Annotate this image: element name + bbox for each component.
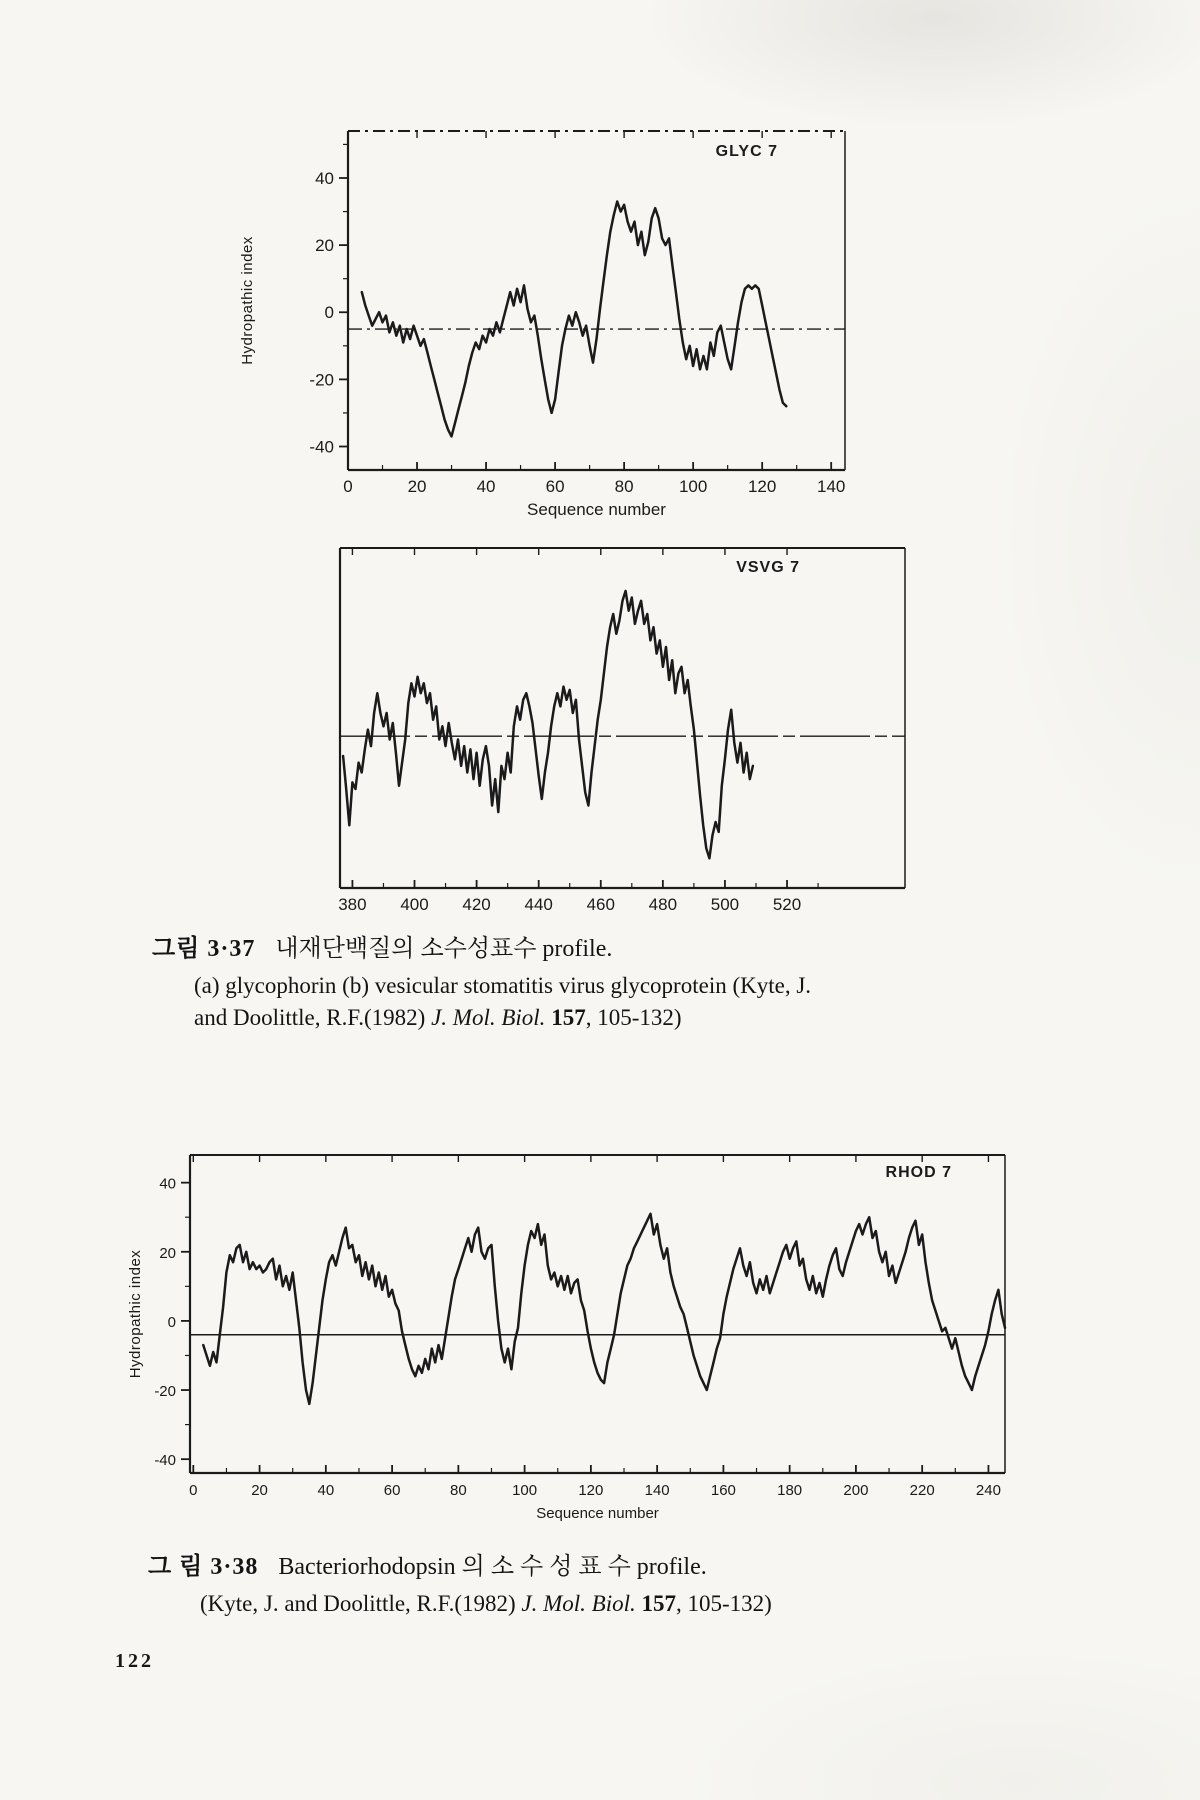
- figure-3-38-reference: (Kyte, J. and Doolittle, R.F.(1982): [200, 1591, 522, 1616]
- figure-3-37-journal: J. Mol. Biol.: [431, 1005, 546, 1030]
- svg-text:480: 480: [648, 895, 678, 914]
- figure-3-37-caption-line3: [152, 1002, 972, 1034]
- bacteriorhodopsin-hydropathy-chart: [100, 1130, 1070, 1530]
- svg-text:440: 440: [524, 895, 553, 914]
- svg-text:0: 0: [167, 1313, 176, 1331]
- figure-3-38-caption: [148, 1546, 968, 1620]
- figure-3-38-caption-line2: [148, 1588, 968, 1620]
- svg-text:-40: -40: [309, 437, 334, 457]
- svg-text:0: 0: [324, 303, 334, 323]
- svg-text:160: 160: [710, 1482, 736, 1499]
- figure-3-37-volume: 157: [545, 1005, 586, 1030]
- svg-text:380: 380: [338, 895, 367, 914]
- svg-text:400: 400: [400, 895, 429, 914]
- svg-text:-20: -20: [154, 1383, 176, 1401]
- svg-text:Sequence number: Sequence number: [527, 500, 666, 519]
- svg-text:GLYC 7: GLYC 7: [715, 143, 778, 160]
- svg-text:Sequence number: Sequence number: [536, 1505, 659, 1522]
- figure-3-38-pages: , 105-132): [676, 1591, 772, 1616]
- svg-text:40: 40: [317, 1482, 335, 1499]
- svg-text:40: 40: [476, 477, 496, 496]
- svg-text:Hydropathic index: Hydropathic index: [127, 1249, 144, 1379]
- svg-text:240: 240: [975, 1482, 1001, 1499]
- figure-3-37-label: 그림 3·37: [152, 936, 256, 962]
- svg-text:-40: -40: [154, 1452, 176, 1470]
- svg-text:420: 420: [462, 895, 491, 914]
- figure-3-37-caption-line2: [152, 970, 972, 1002]
- svg-text:500: 500: [710, 895, 740, 914]
- svg-text:80: 80: [450, 1482, 467, 1499]
- svg-text:120: 120: [578, 1482, 604, 1499]
- svg-text:40: 40: [315, 168, 334, 188]
- svg-text:520: 520: [772, 895, 802, 914]
- vsv-glycoprotein-hydropathy-chart: [300, 530, 940, 930]
- svg-text:20: 20: [251, 1482, 268, 1499]
- svg-text:VSVG 7: VSVG 7: [736, 559, 800, 576]
- figure-3-38-caption-line1: [148, 1546, 968, 1581]
- figure-3-38-journal: J. Mol. Biol.: [521, 1591, 636, 1616]
- figure-3-37-subjects: (a) glycophorin (b) vesicular stomatitis virus glycoprotein (Kyte, J.: [194, 973, 812, 998]
- figure-3-37-reference: and Doolittle, R.F.(1982): [194, 1005, 432, 1030]
- svg-text:Hydropathic index: Hydropathic index: [239, 236, 256, 365]
- svg-text:0: 0: [189, 1482, 198, 1499]
- svg-text:20: 20: [315, 236, 334, 256]
- figure-3-37-title: 내재단백질의 소수성표수 profile.: [275, 936, 613, 962]
- figure-3-37-pages: , 105-132): [585, 1005, 682, 1030]
- figure-3-38-title: Bacteriorhodopsin 의 소 수 성 표 수 profile.: [278, 1554, 707, 1580]
- svg-text:80: 80: [614, 477, 634, 496]
- svg-text:20: 20: [159, 1244, 176, 1262]
- svg-text:120: 120: [747, 477, 777, 496]
- figure-3-38-volume: 157: [635, 1591, 676, 1616]
- svg-text:40: 40: [159, 1175, 176, 1193]
- page-number: 122: [115, 1650, 154, 1672]
- svg-text:180: 180: [777, 1482, 803, 1499]
- svg-text:460: 460: [586, 895, 615, 914]
- svg-text:200: 200: [843, 1482, 869, 1499]
- svg-text:140: 140: [817, 477, 846, 496]
- svg-text:140: 140: [644, 1482, 670, 1499]
- figure-3-37-caption-line1: [152, 928, 972, 963]
- svg-text:100: 100: [512, 1482, 538, 1499]
- svg-text:-20: -20: [309, 370, 334, 390]
- svg-text:20: 20: [407, 477, 427, 496]
- svg-text:100: 100: [678, 477, 708, 496]
- glycophorin-hydropathy-chart: [210, 110, 890, 540]
- svg-text:RHOD 7: RHOD 7: [885, 1164, 952, 1181]
- svg-text:60: 60: [383, 1482, 401, 1499]
- svg-text:0: 0: [343, 477, 353, 496]
- svg-text:60: 60: [545, 477, 565, 496]
- figure-3-38-label: 그 림 3·38: [148, 1554, 259, 1580]
- figure-3-37-caption: [152, 928, 972, 1034]
- svg-text:220: 220: [909, 1482, 935, 1499]
